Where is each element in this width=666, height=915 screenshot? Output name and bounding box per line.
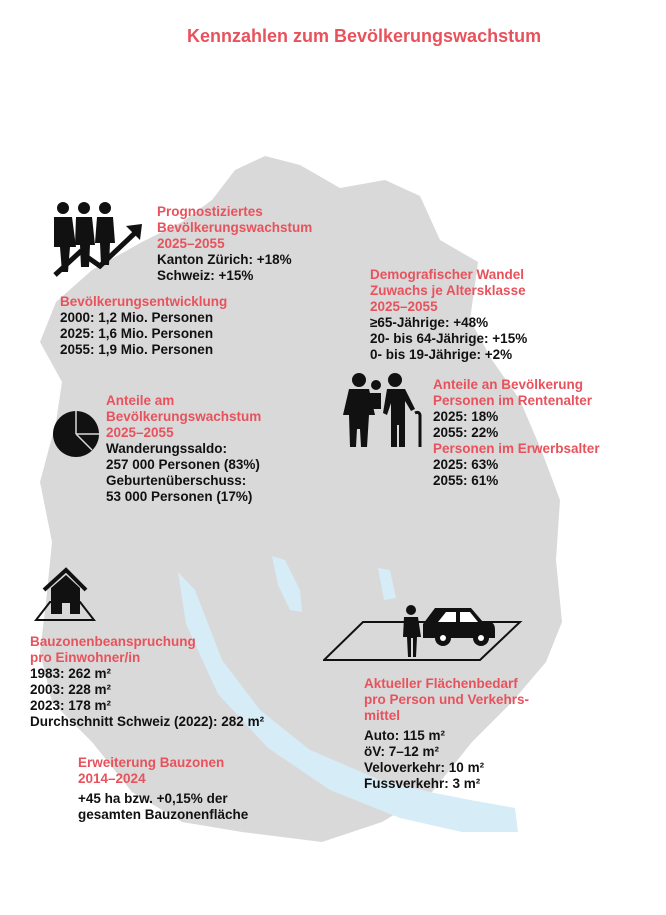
shares-heading: Anteile am [106,393,175,408]
age-shares-block [433,377,600,489]
area-heading: Aktueller Flächenbedarf [364,676,518,691]
growth-switzerland: Schweiz: +15% [157,268,254,283]
age-shares-heading: Anteile an Bevölkerung [433,377,584,392]
person-car-icon [323,602,523,662]
growth-block [157,204,312,284]
shares-block [106,393,261,505]
building-line: Durchschnitt Schweiz (2022): 282 m² [30,714,265,729]
extension-block [78,755,248,823]
retirement-heading: Personen im Rentenalter [433,393,593,408]
building-line: 2003: 228 m² [30,682,112,697]
area-heading: pro Person und Verkehrs- [364,692,530,707]
demographic-block [370,267,527,363]
area-line: Fussverkehr: 3 m² [364,776,481,791]
area-line: öV: 7–12 m² [364,744,440,759]
demographic-heading: Zuwachs je Altersklasse [370,283,526,298]
area-line: Auto: 115 m² [364,728,446,743]
growth-heading: Prognostiziertes [157,204,263,219]
shares-line: 257 000 Personen (83%) [106,457,260,472]
building-heading: pro Einwohner/in [30,650,141,665]
shares-line: 53 000 Personen (17%) [106,489,253,504]
extension-line: +45 ha bzw. +0,15% der [78,791,228,806]
people-growth-icon [50,200,145,280]
shares-line: Wanderungssaldo: [106,441,228,456]
building-heading: Bauzonenbeanspruchung [30,634,196,649]
working-age-line: 2025: 63% [433,457,499,472]
demographic-line: ≥65-Jährige: +48% [370,315,489,330]
growth-heading: Bevölkerungswachstum [157,220,313,235]
working-age-line: 2055: 61% [433,473,499,488]
retirement-line: 2055: 22% [433,425,499,440]
building-line: 2023: 178 m² [30,698,112,713]
extension-period: 2014–2024 [78,771,146,786]
building-block [30,634,264,730]
extension-heading: Erweiterung Bauzonen [78,755,225,770]
building-line: 1983: 262 m² [30,666,112,681]
pie-chart-icon [52,410,102,460]
extension-line: gesamten Bauzonenfläche [78,807,249,822]
area-heading: mittel [364,708,401,723]
page-title: Kennzahlen zum Bevölkerungswachstum [187,26,542,46]
retirement-line: 2025: 18% [433,409,499,424]
area-line: Veloverkehr: 10 m² [364,760,485,775]
demographic-line: 0- bis 19-Jährige: +2% [370,347,513,362]
development-line: 2000: 1,2 Mio. Personen [60,310,214,325]
shares-line: Geburtenüberschuss: [106,473,247,488]
shares-period: 2025–2055 [106,425,174,440]
shares-heading: Bevölkerungswachstum [106,409,262,424]
area-block [364,676,529,792]
family-elderly-icon [343,373,428,448]
demographic-line: 20- bis 64-Jährige: +15% [370,331,528,346]
development-heading: Bevölkerungsentwicklung [60,294,228,309]
demographic-heading: Demografischer Wandel [370,267,525,282]
development-line: 2025: 1,6 Mio. Personen [60,326,214,341]
development-block [60,294,227,358]
development-line: 2055: 1,9 Mio. Personen [60,342,214,357]
working-age-heading: Personen im Erwerbsalter [433,441,600,456]
growth-zurich: Kanton Zürich: +18% [157,252,292,267]
growth-period: 2025–2055 [157,236,225,251]
demographic-period: 2025–2055 [370,299,438,314]
house-icon [34,566,96,622]
